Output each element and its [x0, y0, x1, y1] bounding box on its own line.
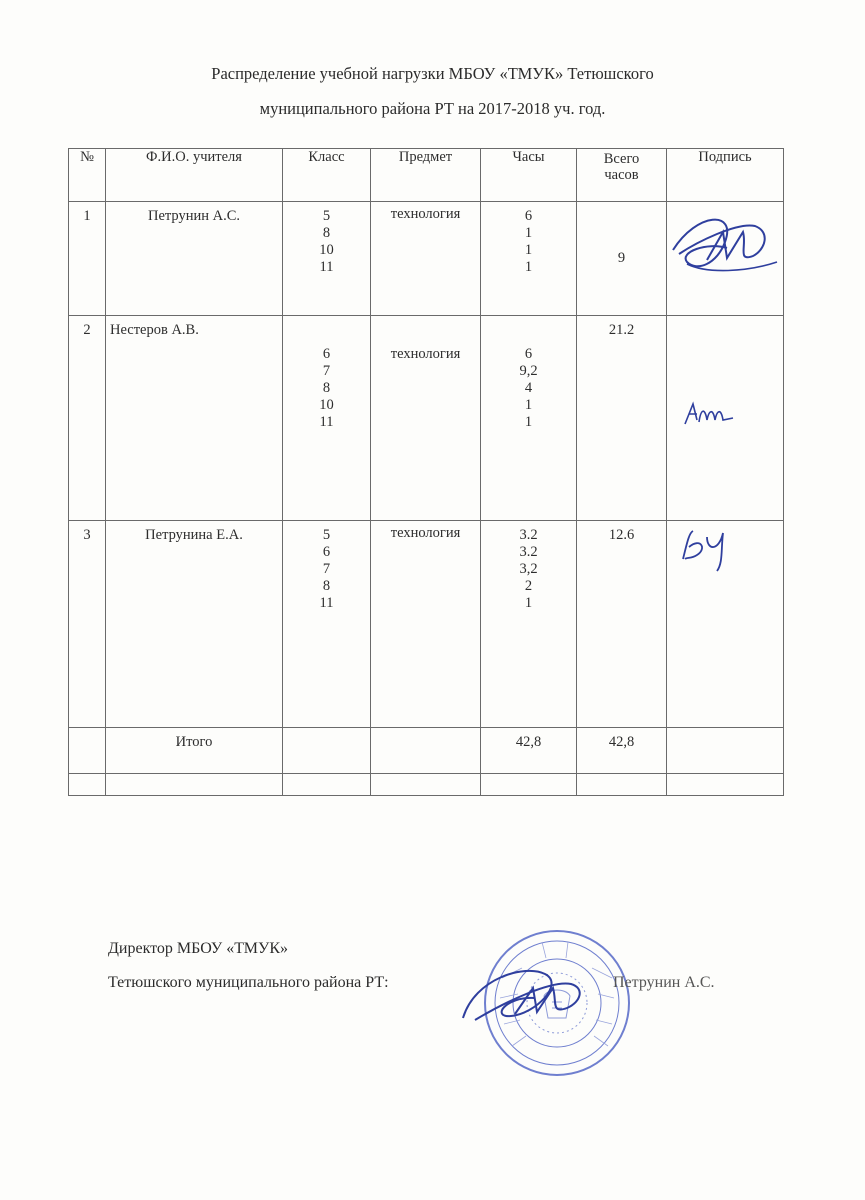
class-value: 6	[322, 346, 331, 362]
hours-list	[481, 521, 577, 728]
hours-value: 1	[524, 595, 533, 611]
hours-list	[481, 316, 577, 521]
hours-value: 3.2	[519, 527, 538, 543]
footer-director-title: Директор МБОУ «ТМУК»	[108, 940, 288, 957]
signature-nesterov-icon	[667, 316, 784, 516]
table-row	[69, 521, 784, 728]
class-value: 11	[319, 259, 334, 275]
hours-value: 6	[524, 346, 533, 362]
table-header-row	[69, 149, 784, 202]
row-number: 1	[69, 202, 106, 316]
total-hours: 21.2	[577, 316, 667, 521]
class-value: 6	[322, 544, 331, 560]
header-num: №	[69, 149, 106, 202]
footer-district: Тетюшского муниципального района РТ:	[108, 974, 389, 991]
class-value: 10	[319, 397, 334, 413]
class-value: 10	[319, 242, 334, 258]
director-signature-icon	[455, 958, 625, 1038]
hours-value: 4	[524, 380, 533, 396]
signature-petrunina-icon	[667, 521, 784, 581]
hours-value: 3,2	[519, 561, 538, 577]
class-value: 11	[319, 595, 334, 611]
table-row	[69, 316, 784, 521]
hours-value: 2	[524, 578, 533, 594]
class-list	[283, 316, 371, 521]
header-total-line1: Всего	[603, 151, 640, 167]
total-hours: 9	[577, 202, 667, 316]
row-number: 2	[69, 316, 106, 521]
subject: технология	[371, 202, 481, 316]
teacher-name: Петрунин А.С.	[106, 202, 283, 316]
total-row	[69, 728, 784, 774]
document-title-line1: Распределение учебной нагрузки МБОУ «ТМУК» Тетюшского	[211, 64, 654, 83]
header-signature: Подпись	[667, 149, 784, 202]
signature-petrunin-icon	[667, 202, 784, 314]
empty-row	[69, 774, 784, 796]
signature-cell	[667, 521, 784, 728]
subject: технология	[371, 521, 481, 728]
class-value: 5	[322, 208, 331, 224]
class-value: 8	[322, 380, 331, 396]
row-number: 3	[69, 521, 106, 728]
header-total-line2: часов	[604, 167, 639, 183]
total-row-hours: 42,8	[481, 728, 577, 774]
hours-value: 1	[524, 414, 533, 430]
class-value: 11	[319, 414, 334, 430]
header-hours: Часы	[481, 149, 577, 202]
subject: технология	[371, 316, 481, 521]
hours-value: 1	[524, 259, 533, 275]
hours-value: 1	[524, 225, 533, 241]
class-value: 7	[322, 561, 331, 577]
document-title-line2: муниципального района РТ на 2017-2018 уч. год.	[259, 99, 606, 118]
signature-cell	[667, 202, 784, 316]
class-list	[283, 202, 371, 316]
table-row	[69, 202, 784, 316]
class-value: 7	[322, 363, 331, 379]
header-class: Класс	[283, 149, 371, 202]
teaching-load-table	[68, 148, 784, 796]
teacher-name: Нестеров А.В.	[106, 316, 283, 521]
hours-value: 3.2	[519, 544, 538, 560]
total-row-total: 42,8	[577, 728, 667, 774]
class-value: 5	[322, 527, 331, 543]
header-total	[577, 149, 667, 202]
total-hours: 12.6	[577, 521, 667, 728]
hours-value: 1	[524, 397, 533, 413]
hours-value: 9,2	[519, 363, 538, 379]
header-subject: Предмет	[371, 149, 481, 202]
class-value: 8	[322, 225, 331, 241]
class-value: 8	[322, 578, 331, 594]
hours-value: 6	[524, 208, 533, 224]
hours-value: 1	[524, 242, 533, 258]
header-teacher: Ф.И.О. учителя	[106, 149, 283, 202]
signature-cell	[667, 316, 784, 521]
footer-director-name: Петрунин А.С.	[613, 974, 715, 991]
total-label: Итого	[106, 728, 283, 774]
hours-list	[481, 202, 577, 316]
class-list	[283, 521, 371, 728]
teacher-name: Петрунина Е.А.	[106, 521, 283, 728]
